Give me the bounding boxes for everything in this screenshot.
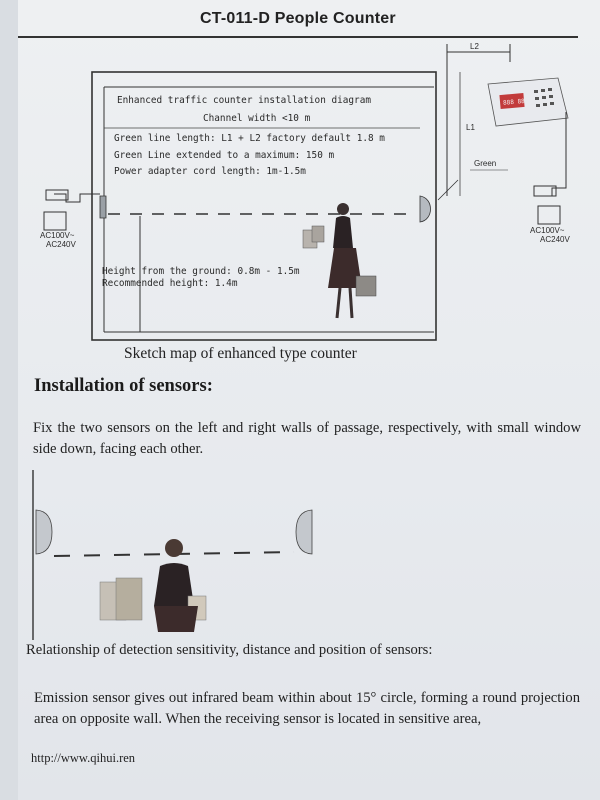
sketch-caption: Sketch map of enhanced type counter [124, 345, 357, 362]
counter-device-icon [488, 78, 568, 126]
section-heading: Installation of sensors: [34, 376, 213, 396]
footer-url: http://www.qihui.ren [31, 751, 136, 765]
green-label: Green [474, 159, 497, 168]
lower-right-sensor-icon [296, 510, 312, 554]
left-outlet-label-1: AC100V~ [40, 231, 75, 240]
left-power-cord [54, 194, 100, 202]
right-power-cord [542, 112, 566, 196]
page-header-title: CT-011-D People Counter [200, 10, 396, 27]
green-line-length-text: Green line length: L1 + L2 factory default 1.8 m [114, 133, 385, 144]
channel-width-text: Channel width <10 m [203, 113, 311, 124]
recommended-height-text: Recommended height: 1.4m [102, 278, 238, 289]
sensitivity-subheading: Relationship of detection sensitivity, distance and position of sensors: [26, 642, 433, 658]
woman-figure-icon [303, 203, 376, 318]
power-cord-text: Power adapter cord length: 1m-1.5m [114, 166, 306, 177]
height-text: Height from the ground: 0.8m - 1.5m [102, 266, 300, 277]
left-adapter-icon [46, 190, 68, 200]
left-outlet-icon [44, 212, 66, 230]
l1-label: L1 [466, 123, 475, 132]
right-sensor-icon [420, 196, 431, 222]
lower-woman-figure-icon [100, 539, 206, 632]
right-outlet-label-2: AC240V [540, 235, 570, 244]
l2-label: L2 [470, 42, 479, 51]
emission-paragraph: Emission sensor gives out infrared beam within about 15° circle, forming a round projection area on opposite wall. When the receiving sensor is located in sensitive area, [34, 690, 580, 727]
right-outlet-icon [538, 206, 560, 224]
lower-left-sensor-icon [36, 510, 52, 554]
right-outlet-label-1: AC100V~ [530, 226, 565, 235]
left-outlet-label-2: AC240V [46, 240, 76, 249]
device-display-text: 888 88 [502, 97, 526, 107]
left-sensor-icon [100, 196, 106, 218]
installation-paragraph: Fix the two sensors on the left and right walls of passage, respectively, with small window side down, facing each other. [33, 420, 581, 457]
green-line-max-text: Green Line extended to a maximum: 150 m [114, 150, 335, 161]
diagram-title: Enhanced traffic counter installation diagram [117, 95, 371, 106]
green-pointer [438, 180, 458, 200]
